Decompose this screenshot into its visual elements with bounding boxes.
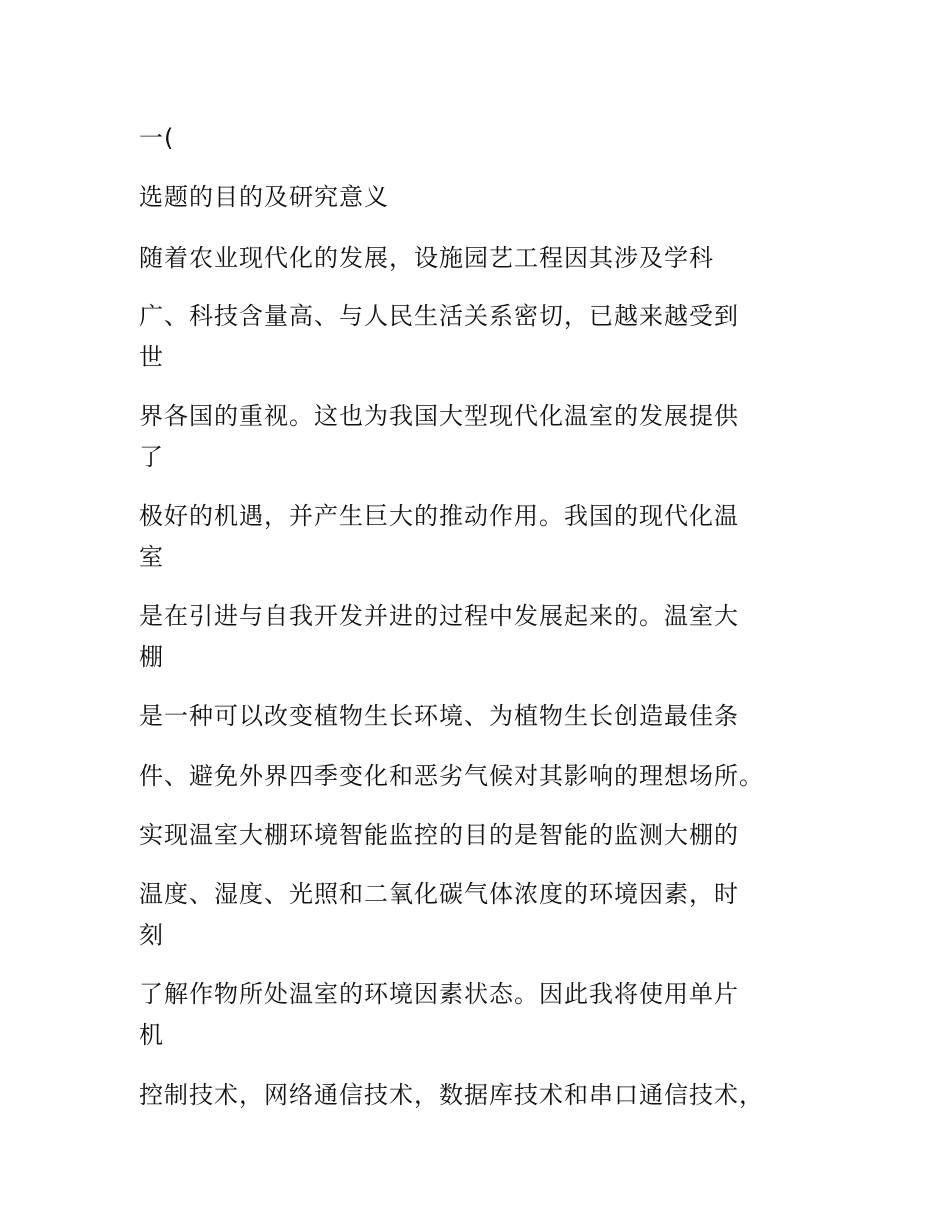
paragraph-line-wrap: 了 xyxy=(139,443,164,471)
paragraph-line: 件、避免外界四季变化和恶劣气候对其影响的理想场所。 xyxy=(139,762,764,790)
section-title: 选题的目的及研究意义 xyxy=(139,183,389,211)
paragraph-line: 温度、湿度、光照和二氧化碳气体浓度的环境因素，时 xyxy=(139,880,739,908)
paragraph-line-wrap: 世 xyxy=(139,343,164,371)
paragraph-line: 极好的机遇，并产生巨大的推动作用。我国的现代化温 xyxy=(139,502,739,530)
paragraph-line: 是一种可以改变植物生长环境、为植物生长创造最佳条 xyxy=(139,702,739,730)
paragraph-line: 界各国的重视。这也为我国大型现代化温室的发展提供 xyxy=(139,402,739,430)
paragraph-line: 广、科技含量高、与人民生活关系密切，已越来越受到 xyxy=(139,302,739,330)
paragraph-line-wrap: 室 xyxy=(139,543,164,571)
paragraph-line: 控制技术，网络通信技术，数据库技术和串口通信技术， xyxy=(139,1081,764,1109)
paragraph-line: 了解作物所处温室的环境因素状态。因此我将使用单片 xyxy=(139,980,739,1008)
paragraph-line: 随着农业现代化的发展，设施园艺工程因其涉及学科 xyxy=(139,244,714,272)
paragraph-line-wrap: 刻 xyxy=(139,921,164,949)
paragraph-line-wrap: 棚 xyxy=(139,643,164,671)
paragraph-line: 是在引进与自我开发并进的过程中发展起来的。温室大 xyxy=(139,602,739,630)
paragraph-line: 实现温室大棚环境智能监控的目的是智能的监测大棚的 xyxy=(139,821,739,849)
paragraph-line-wrap: 机 xyxy=(139,1021,164,1049)
heading-number: 一( xyxy=(139,124,175,152)
